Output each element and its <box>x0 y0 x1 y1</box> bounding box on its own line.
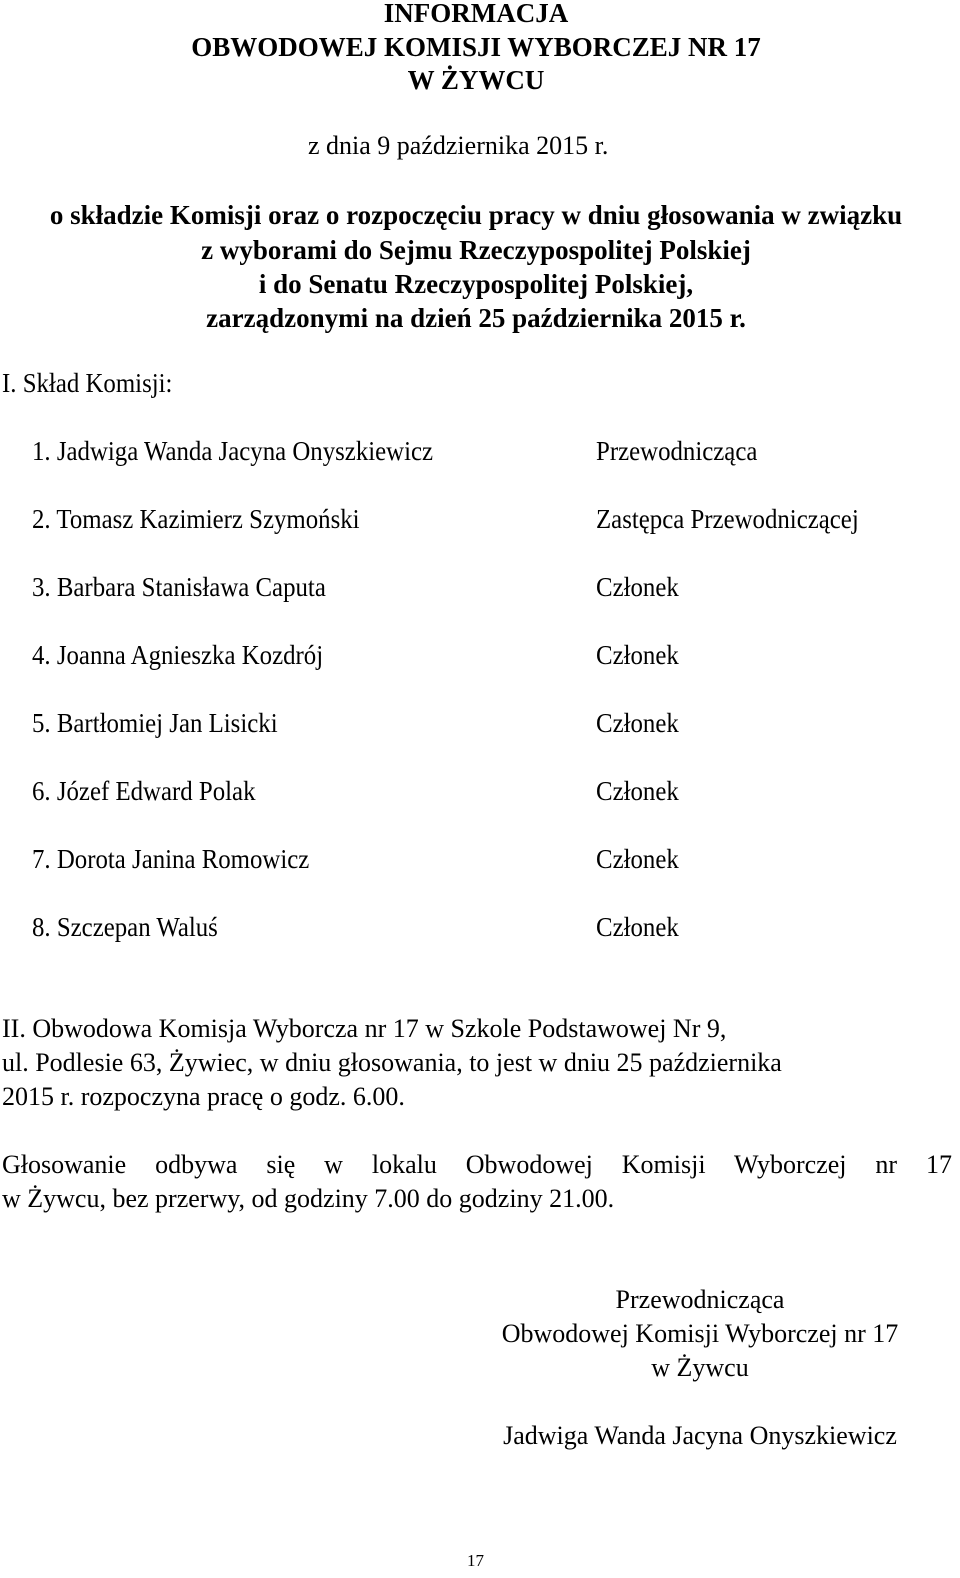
member-role: Przewodnicząca <box>596 436 758 466</box>
commission-location: W ŻYWCU <box>407 65 545 95</box>
member-name: 7. Dorota Janina Romowicz <box>32 844 310 874</box>
page-number: 17 <box>467 1551 484 1570</box>
document-title: INFORMACJA <box>383 0 569 28</box>
member-name: 3. Barbara Stanisława Caputa <box>32 572 326 602</box>
signature-place: w Żywcu <box>651 1353 749 1382</box>
member-name: 4. Joanna Agnieszka Kozdrój <box>32 640 324 670</box>
signature-name: Jadwiga Wanda Jacyna Onyszkiewicz <box>503 1421 897 1450</box>
member-role: Członek <box>596 844 679 874</box>
signature-body: Obwodowej Komisji Wyborczej nr 17 <box>501 1319 899 1348</box>
member-role: Członek <box>596 912 679 942</box>
member-role: Zastępca Przewodniczącej <box>596 504 859 534</box>
member-name: 6. Józef Edward Polak <box>32 776 256 806</box>
member-role: Członek <box>596 776 679 806</box>
subject-line-2: z wyborami do Sejmu Rzeczypospolitej Polskiej <box>201 235 751 265</box>
section2-line-1: II. Obwodowa Komisja Wyborcza nr 17 w Szkole Podstawowej Nr 9, <box>2 1014 727 1043</box>
section2-line-3: 2015 r. rozpoczyna pracę o godz. 6.00. <box>2 1082 405 1111</box>
section2-line-2: ul. Podlesie 63, Żywiec, w dniu głosowania, to jest w dniu 25 października <box>2 1048 782 1077</box>
subject-line-3: i do Senatu Rzeczypospolitej Polskiej, <box>258 269 694 299</box>
signature-title: Przewodnicząca <box>615 1285 785 1314</box>
voting-line-1: Głosowanie odbywa się w lokalu Obwodowej Komisji Wyborczej nr 17 <box>2 1150 952 1179</box>
section-heading-composition: I. Skład Komisji: <box>2 368 173 398</box>
member-name: 8. Szczepan Waluś <box>32 912 218 942</box>
member-role: Członek <box>596 708 679 738</box>
member-name: 2. Tomasz Kazimierz Szymoński <box>32 504 360 534</box>
document-date: z dnia 9 października 2015 r. <box>308 131 609 160</box>
member-name: 5. Bartłomiej Jan Lisicki <box>32 708 278 738</box>
member-role: Członek <box>596 640 679 670</box>
subject-line-1: o składzie Komisji oraz o rozpoczęciu pracy w dniu głosowania w związku <box>49 200 903 230</box>
voting-line-2: w Żywcu, bez przerwy, od godziny 7.00 do godziny 21.00. <box>2 1184 615 1213</box>
commission-name: OBWODOWEJ KOMISJI WYBORCZEJ NR 17 <box>191 32 761 62</box>
member-name: 1. Jadwiga Wanda Jacyna Onyszkiewicz <box>32 436 434 466</box>
member-role: Członek <box>596 572 679 602</box>
subject-line-4: zarządzonymi na dzień 25 października 2015 r. <box>206 303 746 333</box>
